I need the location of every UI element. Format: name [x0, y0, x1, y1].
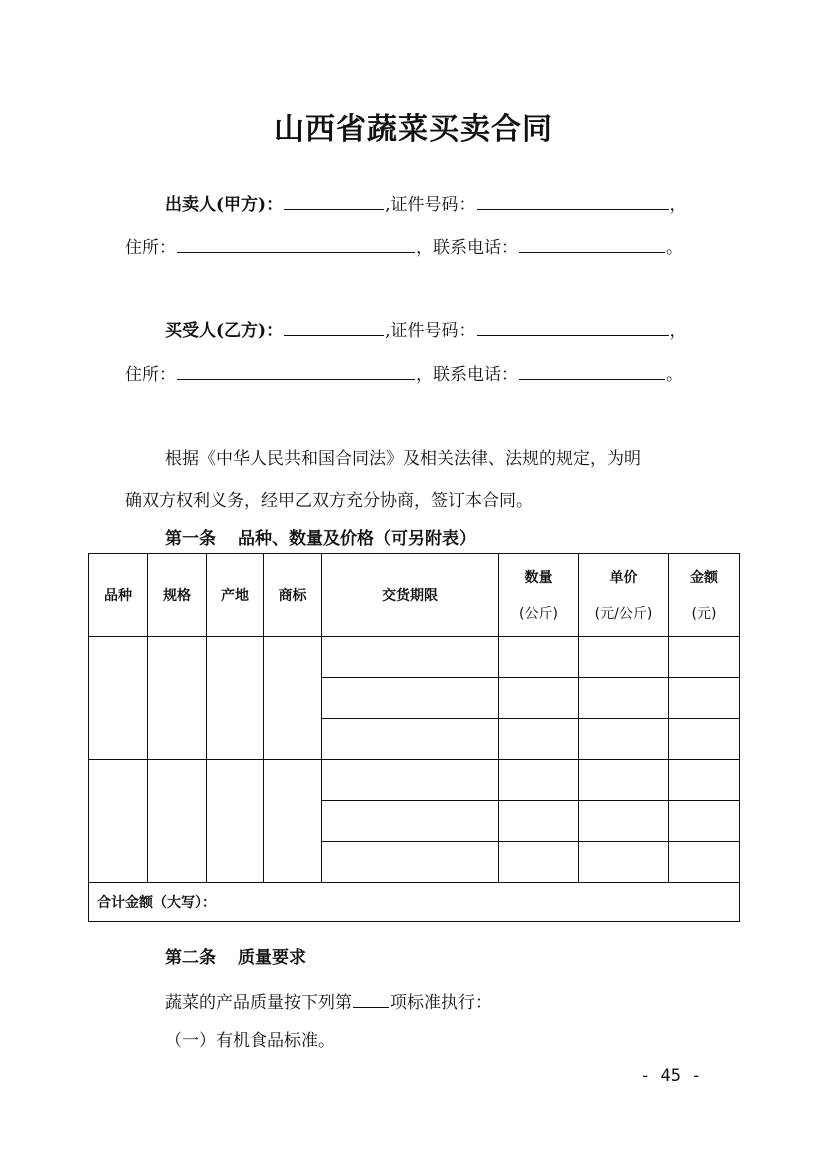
amount-cell[interactable] [669, 678, 740, 719]
seller-id-label: ,证件号码： [385, 195, 476, 215]
spec-cell[interactable] [148, 637, 207, 760]
header-unit-price-unit: (元/公斤) [594, 606, 653, 622]
quality-option-1: （一）有机食品标准。 [165, 1031, 335, 1051]
seller-phone-field[interactable] [519, 234, 665, 253]
table-row [89, 637, 740, 678]
seller-label: 出卖人(甲方)： [165, 195, 284, 215]
article2-title: 质量要求 [238, 948, 306, 968]
quantity-cell[interactable] [499, 842, 579, 883]
header-unit-price-label: 单价 [609, 570, 638, 586]
origin-cell[interactable] [207, 760, 264, 883]
quality-standard-line [165, 989, 745, 1015]
article1-number: 第一条 [165, 529, 216, 549]
seller-phone-label: ，联系电话： [416, 238, 518, 258]
preamble-line-2: 确双方权利义务，经甲乙双方充分协商，签订本合同。 [125, 491, 533, 511]
header-amount-label: 金额 [690, 570, 718, 586]
delivery-cell[interactable] [322, 678, 499, 719]
quantity-cell[interactable] [499, 637, 579, 678]
unit-price-cell[interactable] [579, 678, 669, 719]
unit-price-cell[interactable] [579, 760, 669, 801]
product-table [88, 553, 740, 922]
amount-cell[interactable] [669, 842, 740, 883]
amount-cell[interactable] [669, 637, 740, 678]
delivery-cell[interactable] [322, 637, 499, 678]
seller-end-mark: 。 [666, 238, 683, 258]
seller-address-field[interactable] [177, 234, 415, 253]
quality-standard-prefix: 蔬菜的产品质量按下列第 [165, 993, 352, 1013]
header-spec: 规格 [148, 554, 207, 637]
buyer-address-field[interactable] [177, 361, 415, 380]
amount-cell[interactable] [669, 801, 740, 842]
table-header-row [89, 554, 740, 637]
buyer-address-label: 住所： [125, 365, 176, 385]
header-unit-price [579, 554, 669, 637]
quality-standard-field[interactable] [353, 989, 389, 1008]
variety-cell[interactable] [89, 637, 148, 760]
product-table-wrapper [88, 553, 739, 922]
buyer-phone-field[interactable] [519, 361, 665, 380]
header-delivery: 交货期限 [322, 554, 499, 637]
article2-heading [165, 946, 745, 970]
buyer-name-field[interactable] [284, 317, 384, 336]
unit-price-cell[interactable] [579, 637, 669, 678]
header-amount [669, 554, 740, 637]
total-amount-cell[interactable]: 合计金额（大写）： [89, 883, 740, 922]
header-variety: 品种 [89, 554, 148, 637]
total-row [89, 883, 740, 922]
delivery-cell[interactable] [322, 719, 499, 760]
brand-cell[interactable] [264, 760, 322, 883]
seller-id-field[interactable] [477, 191, 669, 210]
page-number: - 45 - [640, 1066, 702, 1086]
spec-cell[interactable] [148, 760, 207, 883]
buyer-comma: ， [669, 321, 687, 341]
buyer-id-field[interactable] [477, 317, 669, 336]
header-origin: 产地 [207, 554, 264, 637]
amount-cell[interactable] [669, 719, 740, 760]
buyer-address-line [125, 361, 705, 387]
quantity-cell[interactable] [499, 678, 579, 719]
header-brand: 商标 [264, 554, 322, 637]
quantity-cell[interactable] [499, 801, 579, 842]
seller-address-label: 住所： [125, 238, 176, 258]
quantity-cell[interactable] [499, 719, 579, 760]
delivery-cell[interactable] [322, 842, 499, 883]
article1-heading [165, 527, 745, 551]
unit-price-cell[interactable] [579, 801, 669, 842]
table-row [89, 760, 740, 801]
buyer-label: 买受人(乙方)： [165, 321, 284, 341]
quality-standard-suffix: 项标准执行： [390, 993, 492, 1013]
unit-price-cell[interactable] [579, 719, 669, 760]
header-quantity-label: 数量 [524, 570, 553, 586]
buyer-id-label: ,证件号码： [385, 321, 476, 341]
brand-cell[interactable] [264, 637, 322, 760]
origin-cell[interactable] [207, 637, 264, 760]
seller-name-field[interactable] [284, 191, 384, 210]
seller-comma: ， [669, 195, 687, 215]
article1-title: 品种、数量及价格（可另附表） [238, 529, 476, 549]
seller-address-line [125, 234, 705, 260]
buyer-line [165, 317, 745, 343]
preamble-line-1: 根据《中华人民共和国合同法》及相关法律、法规的规定，为明 [165, 449, 641, 469]
header-amount-unit: (元) [691, 606, 717, 622]
header-quantity [499, 554, 579, 637]
article2-number: 第二条 [165, 948, 216, 968]
buyer-phone-label: ，联系电话： [416, 365, 518, 385]
unit-price-cell[interactable] [579, 842, 669, 883]
delivery-cell[interactable] [322, 760, 499, 801]
buyer-end-mark: 。 [666, 365, 683, 385]
header-quantity-unit: (公斤) [519, 606, 558, 622]
seller-line [165, 191, 745, 217]
quantity-cell[interactable] [499, 760, 579, 801]
page-title: 山西省蔬菜买卖合同 [274, 112, 553, 147]
delivery-cell[interactable] [322, 801, 499, 842]
variety-cell[interactable] [89, 760, 148, 883]
amount-cell[interactable] [669, 760, 740, 801]
